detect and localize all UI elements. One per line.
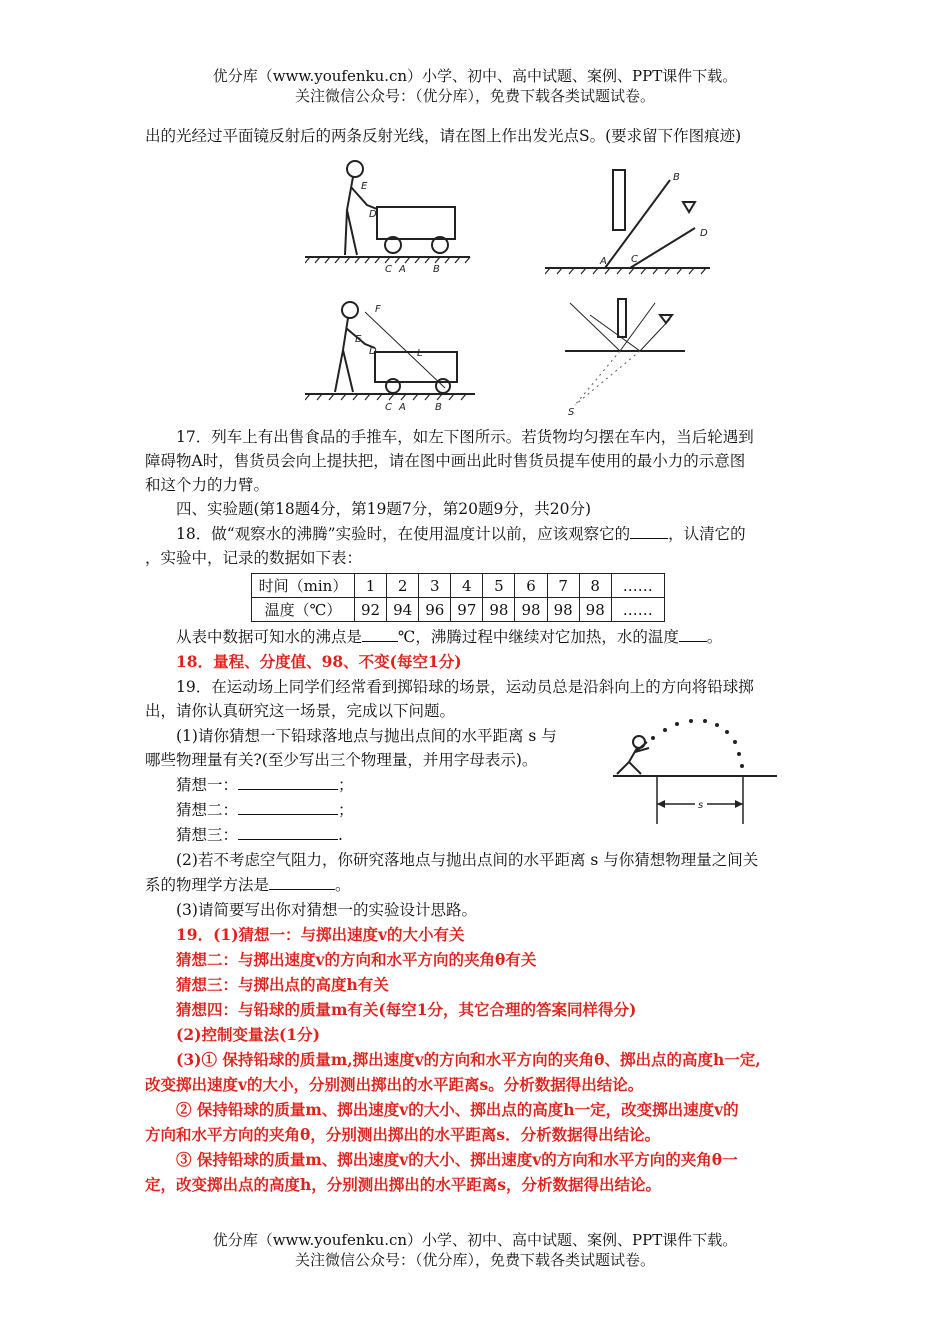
footer-line-2: 关注微信公众号：（优分库），免费下载各类试题试卷。 (294, 1251, 655, 1269)
table-cell: 96 (419, 598, 451, 622)
q18-answer: 18．量程、分度值、98、不变(每空1分) (176, 652, 462, 671)
cart-figure-bottom (305, 292, 480, 417)
table-cell: 7 (547, 574, 579, 598)
section-4-title: 四、实验题(第18题4分，第19题7分，第20题9分，共20分) (176, 500, 592, 518)
table-cell: 4 (451, 574, 483, 598)
table-row-temp (252, 598, 665, 622)
blank-guess-3[interactable] (238, 823, 338, 840)
table-cell: 3 (419, 574, 451, 598)
blank-q18-2 (362, 625, 398, 642)
table-cell: 98 (547, 598, 579, 622)
table-header-time: 时间（min） (252, 574, 355, 598)
q19-p2-line-2-a: 系的物理学方法是 (145, 876, 270, 894)
table-cell: …… (611, 598, 664, 622)
q19-p1-line-1: (1)请你猜想一下铅球落地点与抛出点间的水平距离 s 与 (176, 727, 557, 745)
boiling-data-table (251, 573, 665, 622)
q18-line-3 (176, 625, 841, 649)
guess-3-sep: . (338, 826, 343, 844)
label-B2: B (673, 172, 680, 183)
q19-answer-1: 19．(1)猜想一：与掷出速度v的大小有关 (176, 925, 465, 944)
q19-answer-9: 方向和水平方向的夹角θ，分别测出掷出的水平距离s．分析数据得出结论。 (145, 1125, 661, 1144)
label-F3: F (375, 304, 381, 315)
guess-3 (176, 823, 841, 847)
label-s: s (698, 800, 704, 811)
q18-line-1-b: ，认清它的 (668, 525, 746, 543)
label-E3: E (355, 334, 362, 345)
guess-1-sep: ； (338, 776, 354, 794)
label-D2: D (700, 228, 708, 239)
blank-guess-2[interactable] (238, 798, 338, 815)
label-C3: C (385, 402, 392, 413)
label-C: C (385, 264, 392, 275)
blank-guess-1[interactable] (238, 773, 338, 790)
q17-line-3: 和这个力的力臂。 (145, 476, 270, 494)
label-D: D (369, 209, 377, 220)
label-B3: B (435, 402, 442, 413)
q19-answer-4: 猜想四：与铅球的质量m有关(每空1分，其它合理的答案同样得分) (176, 1000, 637, 1019)
q17-line-2: 障碍物A时，售货员会向上提扶把，请在图中画出此时售货员提车使用的最小力的示意图 (145, 452, 746, 470)
q19-answer-6: (3)① 保持铅球的质量m,掷出速度v的方向和水平方向的夹角θ、掷出点的高度h一定, (176, 1050, 761, 1069)
table-cell: 94 (387, 598, 419, 622)
cart-figure-top (305, 155, 475, 275)
label-A2: A (600, 256, 607, 267)
table-cell: 97 (451, 598, 483, 622)
q19-p2-line-2-b: 。 (335, 876, 351, 894)
label-A: A (399, 264, 406, 275)
label-C2: C (631, 254, 638, 265)
blank-method[interactable] (269, 873, 335, 890)
q19-answer-11: 定，改变掷出点的高度h，分别测出掷出的水平距离s，分析数据得出结论。 (145, 1175, 661, 1194)
q19-answer-10: ③ 保持铅球的质量m、掷出速度v的大小、掷出速度v的方向和水平方向的夹角θ一 (176, 1150, 738, 1169)
blank-q18-1 (630, 522, 668, 539)
q19-p2-line-1: (2)若不考虑空气阻力，你研究落地点与抛出点间的水平距离 s 与你猜想物理量之间关 (176, 851, 759, 869)
q18-line-3-c: 。 (706, 628, 723, 646)
label-A3: A (399, 402, 406, 413)
table-header-temp: 温度（℃） (252, 598, 355, 622)
guess-3-label: 猜想三： (176, 826, 239, 844)
q19-answer-5: (2)控制变量法(1分) (176, 1025, 320, 1044)
guess-2 (176, 798, 841, 822)
q19-p3: (3)请简要写出你对猜想一的实验设计思路。 (176, 901, 477, 919)
q17-line-1: 17．列车上有出售食品的手推车，如左下图所示。若货物均匀摆在车内，当后轮遇到 (176, 428, 754, 446)
blank-q18-3 (679, 625, 707, 642)
table-cell: 98 (579, 598, 611, 622)
table-row-time (252, 574, 665, 598)
q19-answer-8: ② 保持铅球的质量m、掷出速度v的大小、掷出点的高度h一定，改变掷出速度v的 (176, 1100, 739, 1119)
table-cell: 8 (579, 574, 611, 598)
mirror-figure-top (545, 150, 715, 280)
footer-line-1: 优分库（www.youfenku.cn）小学、初中、高中试题、案例、PPT课件下载。 (212, 1231, 738, 1249)
q19-answer-7: 改变掷出速度v的大小，分别测出掷出的水平距离s。分析数据得出结论。 (145, 1075, 644, 1094)
label-E: E (361, 181, 368, 192)
header-line-1: 优分库（www.youfenku.cn）小学、初中、高中试题、案例、PPT课件下载。 (212, 67, 738, 85)
table-cell: …… (611, 574, 664, 598)
label-D3: D (369, 346, 377, 357)
header-line-2: 关注微信公众号：（优分库），免费下载各类试题试卷。 (294, 87, 655, 105)
q19-line-2: 出，请你认真研究这一场景，完成以下问题。 (145, 702, 456, 720)
q19-p2-line-2 (145, 873, 810, 897)
q19-line-1: 19．在运动场上同学们经常看到掷铅球的场景，运动员总是沿斜向上的方向将铅球掷 (176, 678, 754, 696)
table-cell: 5 (483, 574, 515, 598)
guess-1-label: 猜想一： (176, 776, 239, 794)
guess-2-sep: ； (338, 801, 354, 819)
table-cell: 2 (387, 574, 419, 598)
table-cell: 98 (515, 598, 547, 622)
guess-1 (176, 773, 841, 797)
q19-answer-2: 猜想二：与掷出速度v的方向和水平方向的夹角θ有关 (176, 950, 537, 969)
table-cell: 1 (355, 574, 387, 598)
label-S: S (568, 407, 575, 418)
table-cell: 92 (355, 598, 387, 622)
q16-tail: 出的光经过平面镜反射后的两条反射光线，请在图上作出发光点S。(要求留下作图痕迹) (145, 127, 742, 145)
q19-p1-line-2: 哪些物理量有关?(至少写出三个物理量，并用字母表示)。 (145, 751, 538, 769)
q18-line-1 (176, 522, 841, 546)
q18-line-2: ，实验中，记录的数据如下表： (145, 549, 363, 567)
q18-line-3-a: 从表中数据可知水的沸点是 (176, 628, 363, 646)
q19-answer-3: 猜想三：与掷出点的高度h有关 (176, 975, 389, 994)
mirror-figure-bottom (560, 295, 690, 420)
table-cell: 6 (515, 574, 547, 598)
label-L3: L (417, 348, 423, 359)
table-cell: 98 (483, 598, 515, 622)
guess-2-label: 猜想二： (176, 801, 239, 819)
q18-line-3-b: ℃，沸腾过程中继续对它加热，水的温度 (398, 628, 679, 646)
q18-line-1-a: 18．做“观察水的沸腾”实验时，在使用温度计以前，应该观察它的 (176, 525, 631, 543)
label-B: B (433, 264, 440, 275)
